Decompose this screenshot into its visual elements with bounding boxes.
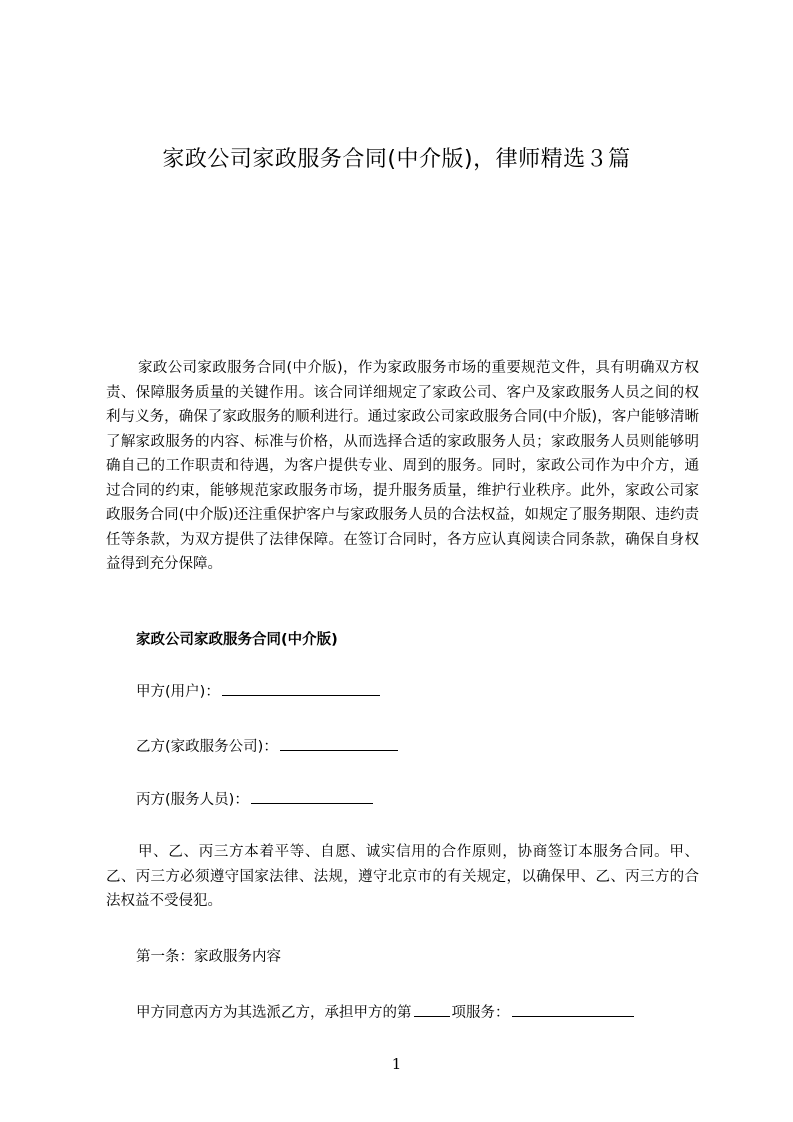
page-number: 1 — [391, 1055, 402, 1073]
party-b-line — [136, 736, 398, 757]
party-c-line — [136, 789, 373, 810]
document-title: 家政公司家政服务合同(中介版)，律师精选３篇 — [162, 147, 631, 172]
article1-text-part2: 项服务： — [451, 1005, 510, 1021]
article1-text-part1: 甲方同意丙方为其选派乙方，承担甲方的第 — [136, 1005, 412, 1021]
article1-heading: 第一条：家政服务内容 — [136, 949, 281, 965]
article1-text — [136, 1002, 634, 1023]
service-number-blank[interactable] — [414, 1002, 450, 1017]
party-b-label: 乙方(家政服务公司)： — [136, 739, 278, 755]
party-b-blank[interactable] — [280, 736, 398, 751]
principle-paragraph: 甲、乙、丙三方本着平等、自愿、诚实信用的合作原则，协商签订本服务合同。甲、乙、丙三方必须遵守国家法律、法规，遵守北京市的有关规定，以确保甲、乙、丙三方的合法权益不受侵犯。 — [106, 844, 699, 909]
party-a-blank[interactable] — [222, 681, 380, 696]
party-a-label: 甲方(用户)： — [136, 684, 220, 700]
party-c-label: 丙方(服务人员)： — [136, 792, 249, 808]
party-c-blank[interactable] — [251, 789, 373, 804]
intro-paragraph: 家政公司家政服务合同(中介版)，作为家政服务市场的重要规范文件，具有明确双方权责、保障服务质量的关键作用。该合同详细规定了家政公司、客户及家政服务人员之间的权利与义务，确保了家政服务的顺利进行。通过家政公司家政服务合同(中介版)，客户能够清晰了解家政服务的内容、标准与价格，从而选择合适的家政服务人员；家政服务人员则能够明确自己的工作职责和待遇，为客户提供专业、周到的服务。同时，家政公司作为中介方，通过合同的约束，能够规范家政服务市场，提升服务质量，维护行业秩序。此外，家政公司家政服务合同(中介版)还注重保护客户与家政服务人员的合法权益，如规定了服务期限、违约责任等条款，为双方提供了法律保障。在签订合同时，各方应认真阅读合同条款，确保自身权益得到充分保障。 — [106, 360, 699, 572]
service-content-blank[interactable] — [512, 1002, 634, 1017]
party-a-line — [136, 681, 380, 702]
contract-heading: 家政公司家政服务合同(中介版) — [136, 632, 338, 648]
